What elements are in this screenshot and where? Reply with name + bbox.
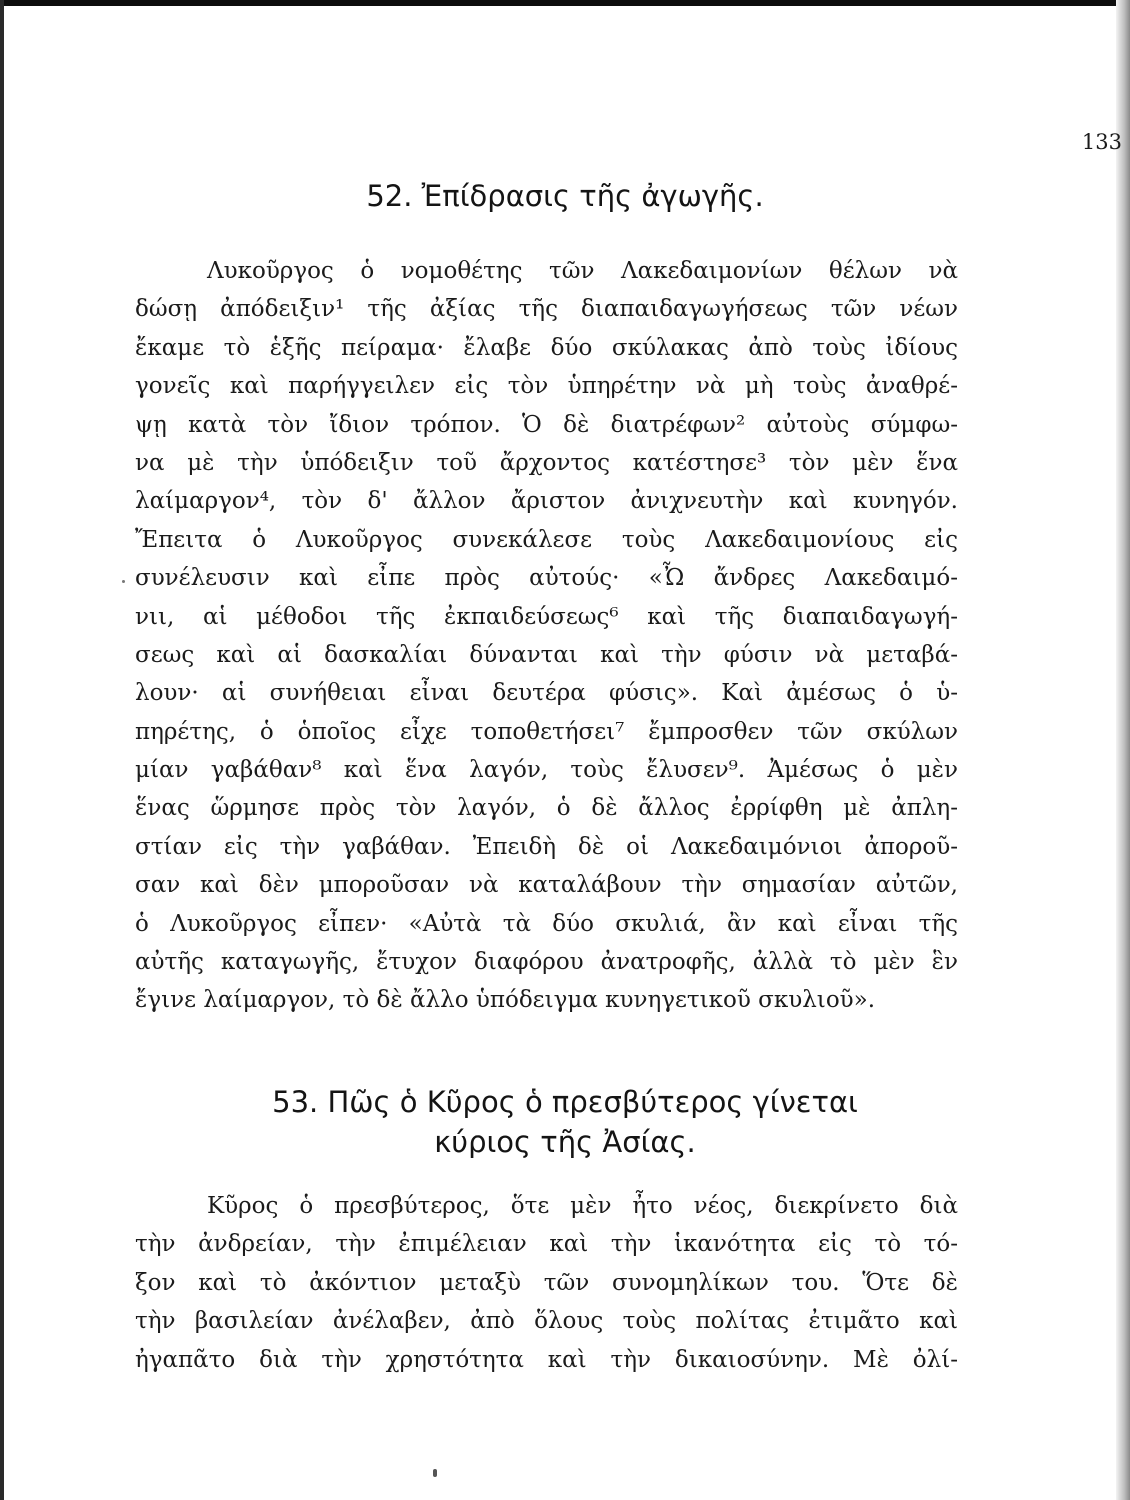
text-line: ὁ Λυκοῦργος εἶπεν· «Αὐτὰ τὰ δύο σκυλιά, ἂν καὶ εἶναι τῆς bbox=[135, 910, 958, 937]
text-line: αὐτῆς καταγωγῆς, ἔτυχον διαφόρου ἀνατροφῆς, ἀλλὰ τὸ μὲν ἓν bbox=[135, 949, 958, 976]
text-line: μίαν γαβάθαν⁸ καὶ ἕνα λαγόν, τοὺς ἔλυσεν⁹. Ἀμέσως ὁ μὲν bbox=[135, 757, 958, 784]
text-line: Κῦρος ὁ πρεσβύτερος, ὅτε μὲν ἦτο νέος, διεκρίνετο διὰ bbox=[207, 1193, 958, 1219]
scan-border-left bbox=[0, 0, 4, 1500]
text-line: συνέλευσιν καὶ εἶπε πρὸς αὐτούς· «Ὦ ἄνδρες Λακεδαιμό- bbox=[135, 565, 958, 592]
text-line: γονεῖς καὶ παρήγγειλεν εἰς τὸν ὑπηρέτην νὰ μὴ τοὺς ἀναθρέ- bbox=[135, 373, 958, 400]
section-52-heading: 52. Ἐπίδρασις τῆς ἀγωγῆς. bbox=[366, 179, 764, 213]
text-line: τὴν βασιλείαν ἀνέλαβεν, ἀπὸ ὅλους τοὺς πολίτας ἐτιμᾶτο καὶ bbox=[135, 1308, 958, 1335]
section-53-paragraph bbox=[135, 1187, 958, 1379]
page-number: 133 bbox=[1081, 130, 1122, 154]
text-line: να μὲ τὴν ὑπόδειξιν τοῦ ἄρχοντος κατέστησε³ τὸν μὲν ἕνα bbox=[135, 449, 958, 476]
text-line: δώσῃ ἀπόδειξιν¹ τῆς ἀξίας τῆς διαπαιδαγωγήσεως τῶν νέων bbox=[135, 296, 958, 323]
text-line: ἠγαπᾶτο διὰ τὴν χρηστότητα καὶ τὴν δικαιοσύνην. Μὲ ὀλί- bbox=[135, 1346, 958, 1373]
text-line: ἔκαμε τὸ ἑξῆς πείραμα· ἔλαβε δύο σκύλακας ἀπὸ τοὺς ἰδίους bbox=[135, 334, 958, 361]
text-line: Ἔπειτα ὁ Λυκοῦργος συνεκάλεσε τοὺς Λακεδαιμονίους εἰς bbox=[135, 526, 958, 553]
section-52-paragraph bbox=[135, 252, 958, 1020]
scan-border-top bbox=[0, 0, 1130, 6]
scan-border-right bbox=[1116, 0, 1130, 1500]
text-line: ξον καὶ τὸ ἀκόντιον μεταξὺ τῶν συνομηλίκων του. Ὅτε δὲ bbox=[135, 1269, 958, 1296]
text-line: λουν· αἱ συνήθειαι εἶναι δευτέρα φύσις». Καὶ ἀμέσως ὁ ὑ- bbox=[135, 680, 958, 707]
text-line: σεως καὶ αἱ δασκαλίαι δύνανται καὶ τὴν φύσιν νὰ μεταβά- bbox=[135, 641, 958, 668]
text-line: τὴν ἀνδρείαν, τὴν ἐπιμέλειαν καὶ τὴν ἱκανότητα εἰς τὸ τό- bbox=[135, 1231, 958, 1258]
scan-speck bbox=[122, 580, 125, 583]
section-53-heading bbox=[0, 1082, 1130, 1162]
text-line: σαν καὶ δὲν μποροῦσαν νὰ καταλάβουν τὴν σημασίαν αὐτῶν, bbox=[135, 872, 958, 899]
text-line: στίαν εἰς τὴν γαβάθαν. Ἐπειδὴ δὲ οἱ Λακεδαιμόνιοι ἀποροῦ- bbox=[135, 833, 958, 860]
text-line: Λυκοῦργος ὁ νομοθέτης τῶν Λακεδαιμονίων θέλων νὰ bbox=[207, 258, 958, 284]
section-53-heading-line-2: κύριος τῆς Ἀσίας. bbox=[434, 1125, 696, 1159]
section-53-heading-line-1: 53. Πῶς ὁ Κῦρος ὁ πρεσβύτερος γίνεται bbox=[272, 1085, 858, 1119]
text-line: λαίμαργον⁴, τὸν δ' ἄλλον ἄριστον ἀνιχνευτὴν καὶ κυνηγόν. bbox=[135, 488, 958, 515]
text-line: ἕνας ὥρμησε πρὸς τὸν λαγόν, ὁ δὲ ἄλλος ἐρρίφθη μὲ ἀπλη- bbox=[135, 795, 958, 822]
text-line: ἔγινε λαίμαργον, τὸ δὲ ἄλλο ὑπόδειγμα κυνηγετικοῦ σκυλιοῦ». bbox=[135, 987, 876, 1014]
text-line: νιι, αἱ μέθοδοι τῆς ἐκπαιδεύσεως⁶ καὶ τῆς διαπαιδαγωγή- bbox=[135, 603, 958, 630]
scan-speck bbox=[433, 1469, 437, 1477]
text-line: ψῃ κατὰ τὸν ἴδιον τρόπον. Ὁ δὲ διατρέφων² αὐτοὺς σύμφω- bbox=[135, 411, 958, 438]
text-line: πηρέτης, ὁ ὁποῖος εἶχε τοποθετήσει⁷ ἔμπροσθεν τῶν σκύλων bbox=[135, 718, 958, 745]
